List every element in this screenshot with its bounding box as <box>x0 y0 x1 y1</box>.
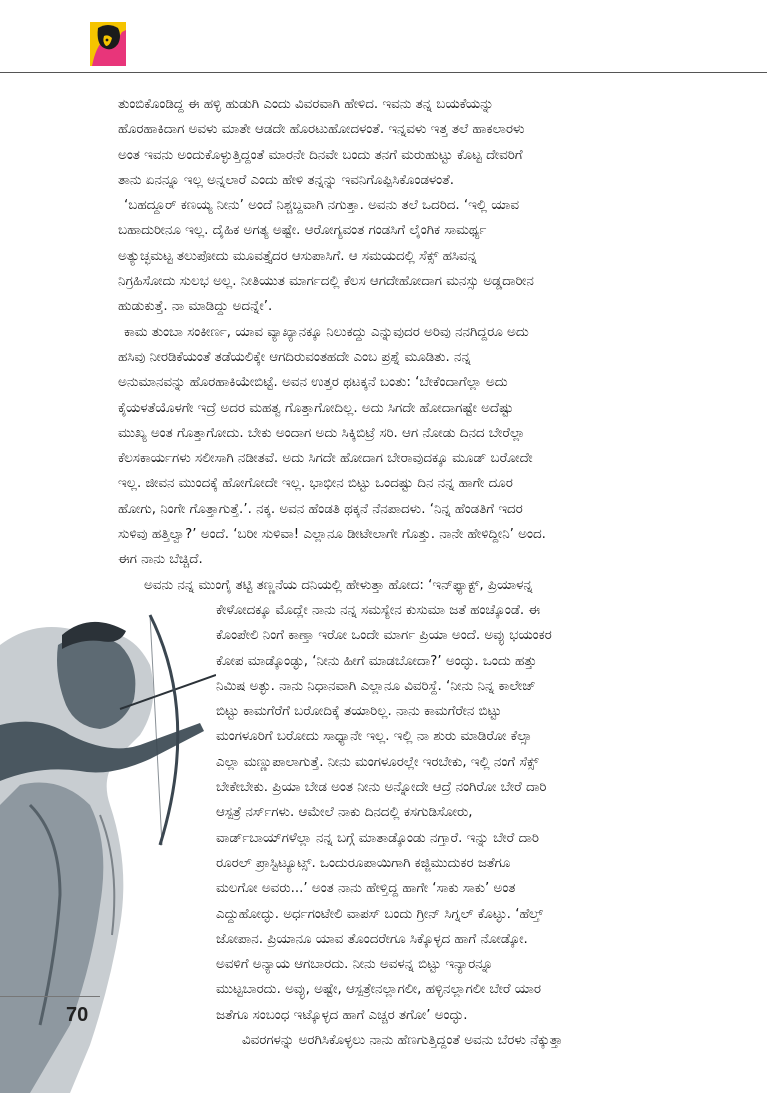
body-line: ತುಂಬಿಕೊಂಡಿದ್ದ ಈ ಹಳ್ಳಿ ಹುಡುಗಿ ಎಂದು ವಿವರವಾಗಿ ಹೇಳಿದ. ಇವನು ತನ್ನ ಬಯಕೆಯನ್ನು <box>118 97 494 112</box>
page-number: 70 <box>66 1004 89 1026</box>
body-line: ಮಲಗೋ ಅವರು...’ ಅಂತ ನಾನು ಹೇಳ್ತಿದ್ದ ಹಾಗೇ ‘ಸಾಕು ಸಾಕು’ ಅಂತ <box>216 881 516 897</box>
page-number-rule <box>0 996 100 997</box>
body-line: ಹೊರಹಾಕಿದಾಗ ಅವಳು ಮಾತೇ ಆಡದೇ ಹೊರಟುಹೋದಳಂತೆ. ಇನ್ನವಳು ಇತ್ತ ತಲೆ ಹಾಕಲಾರಳು <box>118 122 525 138</box>
body-line: ಅಂತ ಇವನು ಅಂದುಕೊಳ್ಳುತ್ತಿದ್ದಂತೆ ಮಾರನೇ ದಿನವೇ ಬಂದು ತನಗೆ ಮರುಹುಟ್ಟು ಕೊಟ್ಟ ದೇವರಿಗೆ <box>118 147 523 163</box>
body-line: ಕೋಪ ಮಾಡ್ಕೊಂಡ್ಳು, ‘ನೀನು ಹೀಗೆ ಮಾಡಬೋದಾ?’ ಅಂದ್ಳು. ಒಂದು ಹತ್ತು <box>216 653 537 669</box>
body-line: ಮುಖ್ಯ ಅಂತ ಗೊತ್ತಾಗೋದು. ಬೇಕು ಅಂದಾಗ ಅದು ಸಿಕ್ಕಿಬಿಟ್ರೆ ಸರಿ. ಆಗ ನೋಡು ದಿನದ ಬೇರೆಲ್ಲಾ <box>118 425 525 441</box>
face-logo-icon <box>90 22 126 66</box>
body-line: ಬಿಟ್ಟು ಕಾಮಗೆರೆಗೆ ಬರೋದಿಕ್ಕೆ ತಯಾರಿಲ್ಲ. ನಾನು ಕಾಮಗೆರೇನ ಬಿಟ್ಟು <box>216 704 502 720</box>
archer-drawing-icon <box>0 605 216 1093</box>
body-line: ಹುಡುಕುತ್ತೆ. ನಾ ಮಾಡಿದ್ದು ಅದನ್ನೇ’. <box>118 299 273 315</box>
body-line: ‘ಬಹದ್ದೂರ್ ಕಣಯ್ಯ ನೀನು’ ಅಂದೆ ನಿಶ್ಚಬ್ದವಾಗಿ ನಗುತ್ತಾ. ಅವನು ತಲೆ ಒದರಿದ. ‘ಇಲ್ಲಿ ಯಾವ <box>124 198 519 214</box>
body-line: ನಿಗ್ರಹಿಸೋದು ಸುಲಭ ಅಲ್ಲ. ನೀತಿಯುತ ಮಾರ್ಗದಲ್ಲಿ ಕೆಲಸ ಆಗದೇಹೋದಾಗ ಮನಸ್ಸು ಅಡ್ಡದಾರೀನ <box>118 274 534 290</box>
body-line: ಜತೆಗೂ ಸಂಬಂಧ ಇಟ್ಕೊಳ್ಳದ ಹಾಗೆ ಎಚ್ಚರ ತಗೋ’ ಅಂದ್ಳು. <box>216 1007 468 1023</box>
archer-illustration <box>0 605 216 1093</box>
body-line: ಕೆಲಸಕಾರ್ಯಗಳು ಸಲೀಸಾಗಿ ನಡೀತವೆ. ಅದು ಸಿಗದೇ ಹೋದಾಗ ಬೇರಾವುದಕ್ಕೂ ಮೂಡ್ ಬರೋದೇ <box>118 451 533 467</box>
body-line: ಅನುಮಾನವನ್ನು ಹೊರಹಾಕಿಯೇಬಿಟ್ಟೆ. ಅವನ ಉತ್ತರ ಥಟಕ್ಕನೆ ಬಂತು: ‘ಬೇಕೆಂದಾಗೆಲ್ಲಾ ಅದು <box>118 375 508 391</box>
body-line: ಅತ್ಯುಚ್ಛಮಟ್ಟ ತಲುಪೋದು ಮೂವತ್ತೈದರ ಆಸುಪಾಸಿಗೆ. ಆ ಸಮಯದಲ್ಲಿ ಸೆಕ್ಸ್ ಹಸಿವನ್ನ <box>118 248 477 264</box>
magazine-logo <box>90 22 126 66</box>
body-line: ಎದ್ದುಹೋದ್ಳು. ಅರ್ಧಗಂಟೇಲಿ ವಾಪಸ್ ಬಂದು ಗ್ರೀನ್ ಸಿಗ್ನಲ್ ಕೊಟ್ಳು. ‘ಹೆಲ್ತ್ <box>216 906 543 922</box>
header-rule <box>0 72 767 73</box>
body-line: ಹಸಿವು ನೀರಡಿಕೆಯಂತೆ ತಡೆಯಲಿಕ್ಕೇ ಆಗದಿರುವಂತಹದೇ ಎಂಬ ಪ್ರಶ್ನೆ ಮೂಡಿತು. ನನ್ನ <box>118 349 471 365</box>
body-line: ತಾನು ಏನನ್ನೂ ಇಲ್ಲ ಅನ್ನಲಾರೆ ಎಂದು ಹೇಳಿ ತನ್ನನ್ನು ಇವನಿಗೊಪ್ಪಿಸಿಕೊಂಡಳಂತೆ. <box>118 172 454 188</box>
body-line: ಹೋಗು, ನಿಂಗೇ ಗೊತ್ತಾಗುತ್ತೆ.’. ನಕ್ಕ. ಅವನ ಹೆಂಡತಿ ಥಕ್ಕನೆ ನೆನಪಾದಳು. ‘ನಿನ್ನ ಹೆಂಡತಿಗೆ ಇದರ <box>118 501 523 517</box>
body-line: ಇಲ್ಲ. ಜೀವನ ಮುಂದಕ್ಕೆ ಹೋಗೋದೇ ಇಲ್ಲ. ಭಾಭೀನ ಬಿಟ್ಟು ಒಂದಷ್ಟು ದಿನ ನನ್ನ ಹಾಗೇ ದೂರ <box>118 476 513 492</box>
article-body <box>118 92 718 598</box>
body-line: ಆಸ್ಪತ್ರೆ ನರ್ಸ್‌ಗಳು. ಆಮೇಲೆ ನಾಕು ದಿನದಲ್ಲಿ ಕಸಗುಡಿಸೋರು, <box>216 805 473 821</box>
body-line: ಎಲ್ಲಾ ಮಣ್ಣುಪಾಲಾಗುತ್ತೆ. ನೀನು ಮಂಗಳೂರಲ್ಲೇ ಇರಬೇಕು, ಇಲ್ಲಿ ನಂಗೆ ಸೆಕ್ಸ್ <box>216 754 539 770</box>
body-line: ಅವಳಿಗೆ ಅನ್ಯಾಯ ಆಗಬಾರದು. ನೀನು ಅವಳನ್ನ ಬಿಟ್ಟು ಇನ್ಯಾರನ್ನೂ <box>216 957 493 973</box>
body-line: ಕೊಂಪೇಲಿ ನಿಂಗೆ ಕಾಣ್ತಾ ಇರೋ ಒಂದೇ ಮಾರ್ಗ ಪ್ರಿಯಾ ಅಂದೆ. ಅವ್ಳು ಭಯಂಕರ <box>216 628 552 644</box>
body-line: ಜೋಪಾನ. ಪ್ರಿಯಾನೂ ಯಾವ ತೊಂದರೇಗೂ ಸಿಕ್ಕೊಳ್ಳದ ಹಾಗೆ ನೋಡ್ಕೋ. <box>216 931 528 947</box>
body-line: ನಿಮಿಷ ಅತ್ಳು. ನಾನು ನಿಧಾನವಾಗಿ ಎಲ್ಲಾನೂ ವಿವರಿಸ್ದೆ. ‘ನೀನು ನಿನ್ನ ಕಾಲೇಜ್ <box>216 678 536 694</box>
body-line: ಬೇಕೇಬೇಕು. ಪ್ರಿಯಾ ಬೇಡ ಅಂತ ನೀನು ಅನ್ನೋದೇ ಆದ್ರೆ ನಂಗಿರೋ ಬೇರೆ ದಾರಿ <box>216 780 547 796</box>
body-line: ಕೈಯಳತೆಯೊಳಗೇ ಇದ್ರೆ ಅದರ ಮಹತ್ವ ಗೊತ್ತಾಗೋದಿಲ್ಲ. ಅದು ಸಿಗದೇ ಹೋದಾಗಷ್ಟೇ ಅದೆಷ್ಟು <box>118 400 514 416</box>
body-line: ಬಹಾದುರೀನೂ ಇಲ್ಲ. ದೈಹಿಕ ಅಗತ್ಯ ಅಷ್ಟೇ. ಆರೋಗ್ಯವಂತ ಗಂಡಸಿಗೆ ಲೈಂಗಿಕ ಸಾಮರ್ಥ್ಯ <box>118 223 487 239</box>
article-body-wrapped <box>216 598 716 1053</box>
body-line: ಮುಟ್ಟಬಾರದು. ಅವ್ಳು, ಅಷ್ಟೇ, ಆಸ್ಪತ್ರೇನಲ್ಲಾಗಲೀ, ಹಳ್ಳಿನಲ್ಲಾಗಲೀ ಬೇರೆ ಯಾರ <box>216 982 541 998</box>
body-line: ವಿವರಗಳನ್ನು ಅರಗಿಸಿಕೊಳ್ಳಲು ನಾನು ಹೆಣಗುತ್ತಿದ್ದಂತೆ ಅವನು ಬೆರಳು ನೆಕ್ಕುತ್ತಾ <box>242 1033 563 1049</box>
body-line: ವಾರ್ಡ್‌ಬಾಯ್‌ಗಳೆಲ್ಲಾ ನನ್ನ ಬಗ್ಗೆ ಮಾತಾಡ್ಕೊಂಡು ನಗ್ತಾರೆ. ಇನ್ನು ಬೇರೆ ದಾರಿ <box>216 830 539 846</box>
body-line: ಕಾಮ ತುಂಬಾ ಸಂಕೀರ್ಣ, ಯಾವ ವ್ಯಾಖ್ಯಾನಕ್ಕೂ ನಿಲುಕದ್ದು ಎನ್ನುವುದರ ಅರಿವು ನನಗಿದ್ದರೂ ಅದು <box>124 324 529 340</box>
body-line: ರೂರಲ್ ಪ್ರಾಸ್ಟಿಟ್ಯೂಟ್ಸ್. ಒಂದುರೂಪಾಯಿಗಾಗಿ ಕಜ್ಜಿಮುದುಕರ ಜತೆಗೂ <box>216 855 511 871</box>
body-line: ಸುಳಿವು ಹತ್ತಿಲ್ವಾ?’ ಅಂದೆ. ‘ಬರೀ ಸುಳಿವಾ! ಎಲ್ಲಾನೂ ಡೀಟೇಲಾಗೇ ಗೊತ್ತು. ನಾನೇ ಹೇಳಿದ್ದೀನಿ’ ಅಂದ. <box>118 527 546 543</box>
body-line: ಈಗ ನಾನು ಬೆಚ್ಚಿದೆ. <box>118 552 203 568</box>
body-line: ಅವನು ನನ್ನ ಮುಂಗೈ ತಟ್ಟಿ ತಣ್ಣನೆಯ ದನಿಯಲ್ಲಿ ಹೇಳುತ್ತಾ ಹೋದ: ‘ಇನ್‌ಫ್ಯಾಕ್ಟ್, ಪ್ರಿಯಾಳನ್ನ <box>144 577 533 593</box>
body-line: ಕೇಳೋದಕ್ಕೂ ಮೊದ್ಲೇ ನಾನು ನನ್ನ ಸಮಸ್ಯೇನ ಕುಸುಮಾ ಜತೆ ಹಂಚ್ಕೊಂಡೆ. ಈ <box>216 603 541 618</box>
body-line: ಮಂಗಳೂರಿಗೆ ಬರೋದು ಸಾಧ್ಯಾನೇ ಇಲ್ಲ. ಇಲ್ಲಿ ನಾ ಶುರು ಮಾಡಿರೋ ಕೆಲ್ಸಾ <box>216 729 532 745</box>
